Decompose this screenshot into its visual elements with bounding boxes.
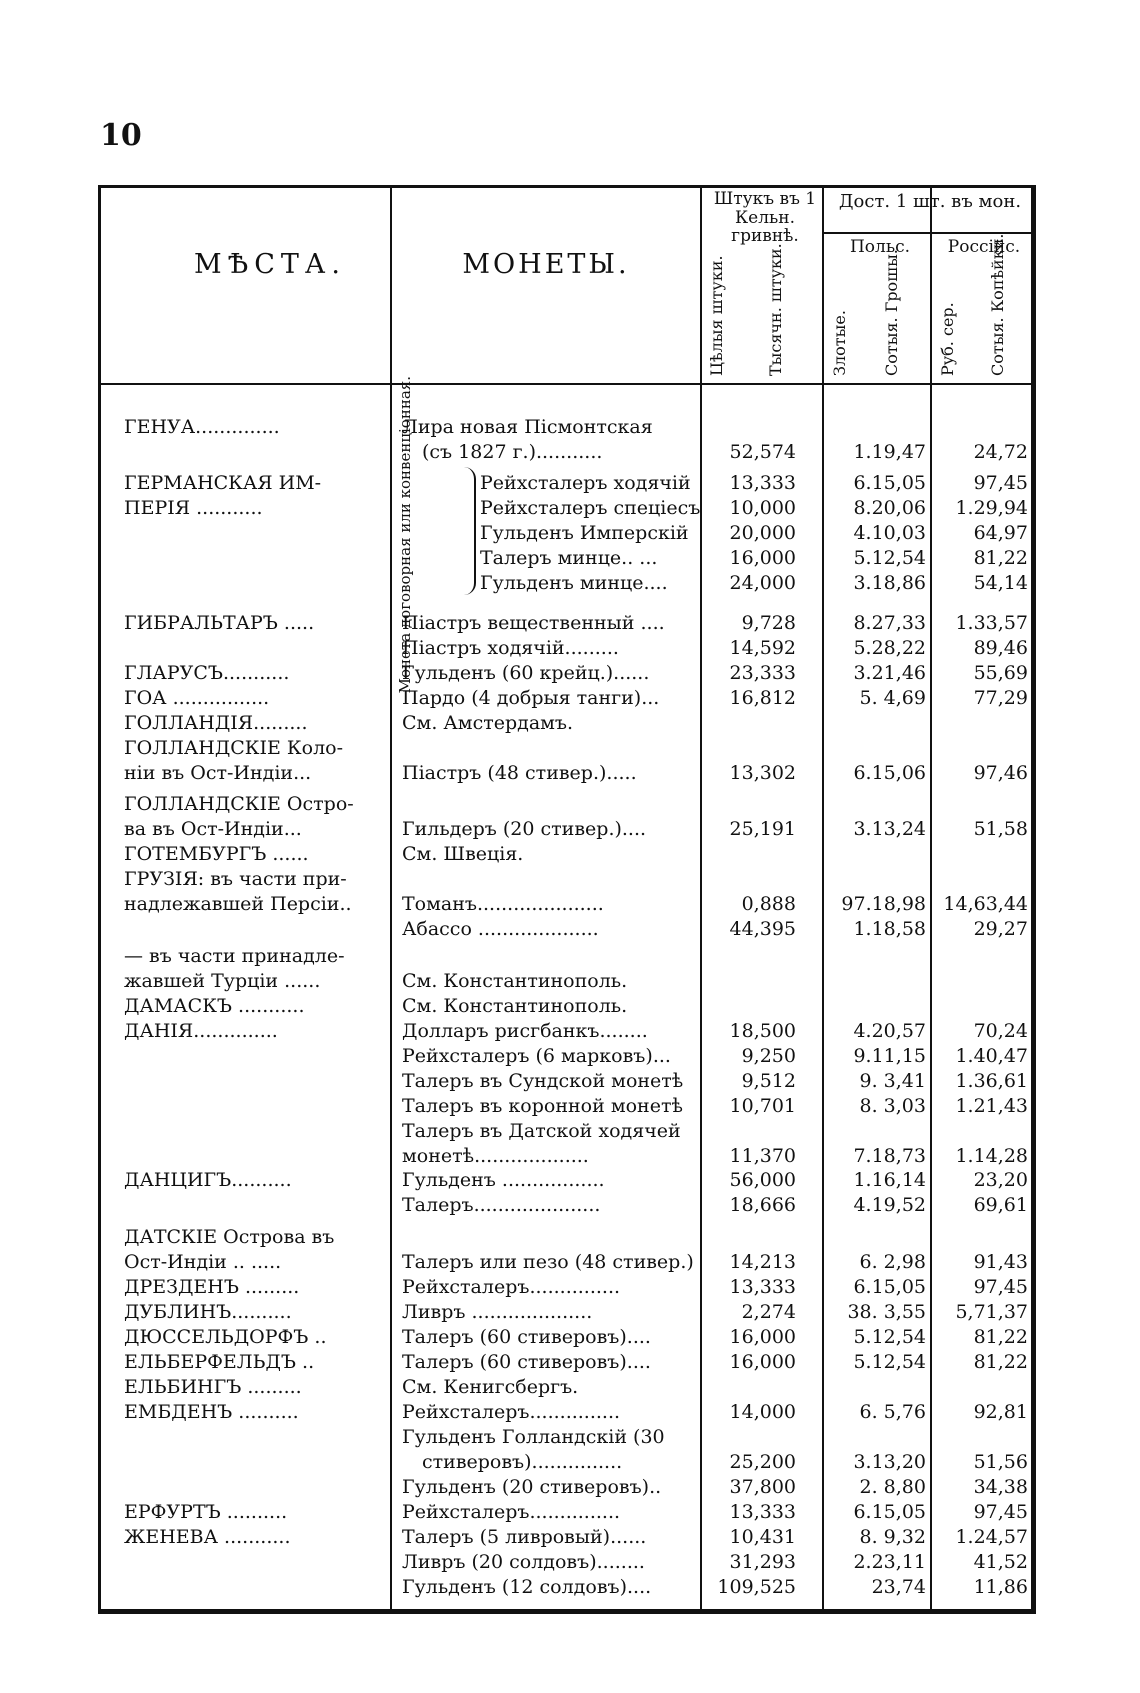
polish-value-cell: 7.18,73 (853, 1145, 926, 1167)
place-cell: ГОТЕМБУРГЪ ...... (124, 843, 309, 865)
pieces-cell: 20,000 (729, 522, 796, 544)
place-cell: ДУБЛИНЪ.......... (124, 1301, 292, 1323)
pieces-cell: 23,333 (729, 662, 796, 684)
russian-value-cell: 1.29,94 (955, 497, 1028, 519)
header-col-rus-rubles: Руб. сер. (938, 302, 957, 376)
header-bottom-rule (98, 383, 1034, 385)
table-row (0, 1193, 1140, 1217)
place-cell: ГОА ................ (124, 687, 270, 709)
pieces-cell: 24,000 (729, 572, 796, 594)
table-row (0, 636, 1140, 660)
polish-value-cell: 3.13,20 (853, 1451, 926, 1473)
curly-brace-icon (462, 467, 476, 595)
coin-cell: Талеръ въ Сундской монетѣ (402, 1070, 684, 1092)
coin-cell: Рейхсталеръ............... (402, 1501, 621, 1523)
place-cell: ЕМБДЕНЪ .......... (124, 1401, 299, 1423)
polish-value-cell: 1.16,14 (853, 1169, 926, 1191)
russian-value-cell: 1.36,61 (955, 1070, 1028, 1092)
pieces-cell: 16,000 (729, 1326, 796, 1348)
polish-value-cell: 6.15,05 (853, 472, 926, 494)
coin-cell: Гульденъ (20 стиверовъ).. (402, 1476, 662, 1498)
polish-value-cell: 6.15,06 (853, 762, 926, 784)
place-cell: ПЕРІЯ ........... (124, 497, 263, 519)
russian-value-cell: 1.24,57 (955, 1526, 1028, 1548)
place-cell: ніи въ Ост-Индіи... (124, 762, 312, 784)
pieces-cell: 14,000 (729, 1401, 796, 1423)
table-row (0, 1069, 1140, 1093)
russian-value-cell: 81,22 (973, 1326, 1028, 1348)
pieces-cell: 10,431 (729, 1526, 796, 1548)
pieces-cell: 10,701 (729, 1095, 796, 1117)
coin-cell: стиверовъ)............... (422, 1451, 623, 1473)
coin-cell: монетѣ................... (402, 1145, 589, 1167)
table-row (0, 994, 1140, 1018)
table-row (0, 546, 1140, 570)
coin-cell: См. Константинополь. (402, 995, 628, 1017)
coin-cell: Ливръ (20 солдовъ)........ (402, 1551, 645, 1573)
coin-cell: Рейхсталеръ ходячій (480, 472, 691, 494)
russian-value-cell: 11,86 (973, 1576, 1028, 1598)
coin-cell: Гульденъ минце.... (480, 572, 668, 594)
polish-value-cell: 38. 3,55 (847, 1301, 926, 1323)
russian-value-cell: 24,72 (973, 441, 1028, 463)
pieces-cell: 25,200 (729, 1451, 796, 1473)
table-row (0, 1225, 1140, 1249)
coin-cell: Талеръ..................... (402, 1194, 601, 1216)
polish-value-cell: 4.19,52 (853, 1194, 926, 1216)
pieces-cell: 9,250 (741, 1045, 796, 1067)
russian-value-cell: 29,27 (973, 918, 1028, 940)
table-row (0, 1525, 1140, 1549)
place-cell: ЕЛЬБИНГЪ ......... (124, 1376, 302, 1398)
bracket-label-text: Монета договорная или конвенціонная. (396, 376, 414, 694)
pieces-cell: 44,395 (729, 918, 796, 940)
polish-value-cell: 9. 3,41 (859, 1070, 926, 1092)
coin-cell: Гульденъ ................. (402, 1169, 605, 1191)
polish-value-cell: 6. 2,98 (859, 1251, 926, 1273)
polish-value-cell: 6.15,05 (853, 1501, 926, 1523)
table-row (0, 661, 1140, 685)
coin-cell: Пардо (4 добрыя танги)... (402, 687, 660, 709)
header-value-per-piece: Дост. 1 шт. въ мон. (838, 191, 1022, 212)
place-cell: жавшей Турціи ...... (124, 970, 321, 992)
coin-cell: Піастръ (48 стивер.)..... (402, 762, 637, 784)
table-row (0, 944, 1140, 968)
pieces-cell: 18,500 (729, 1020, 796, 1042)
pieces-cell: 18,666 (729, 1194, 796, 1216)
table-row (0, 1350, 1140, 1374)
polish-value-cell: 4.20,57 (853, 1020, 926, 1042)
place-cell: ГРУЗІЯ: въ части при- (124, 868, 347, 890)
polish-value-cell: 8.20,06 (853, 497, 926, 519)
coin-cell: Талеръ (60 стиверовъ).... (402, 1351, 651, 1373)
coin-cell: См. Амстердамъ. (402, 712, 574, 734)
coin-cell: Талеръ въ Датской ходячей (402, 1120, 681, 1142)
table-row (0, 415, 1140, 439)
pieces-cell: 56,000 (729, 1169, 796, 1191)
coin-cell: Абассо .................... (402, 918, 599, 940)
place-cell: ГОЛЛАНДСКІЕ Коло- (124, 737, 344, 759)
coin-cell: Талеръ минце.. ... (480, 547, 658, 569)
coin-cell: (съ 1827 г.)........... (422, 441, 603, 463)
polish-value-cell: 23,74 (871, 1576, 926, 1598)
coin-cell: Гульденъ (60 крейц.)...... (402, 662, 650, 684)
header-col-whole: Цѣлыя штуки. (707, 255, 726, 376)
coin-cell: Рейхсталеръ спеціесъ (480, 497, 701, 519)
polish-value-cell: 3.21,46 (853, 662, 926, 684)
table-row (0, 1094, 1140, 1118)
table-row (0, 1575, 1140, 1599)
polish-value-cell: 5.28,22 (853, 637, 926, 659)
header-col-thousandths: Тысячн. штуки. (766, 243, 785, 376)
table-row (0, 1550, 1140, 1574)
polish-value-cell: 2. 8,80 (859, 1476, 926, 1498)
table-row (0, 440, 1140, 464)
russian-value-cell: 1.33,57 (955, 612, 1028, 634)
pieces-cell: 25,191 (729, 818, 796, 840)
polish-value-cell: 5. 4,69 (859, 687, 926, 709)
russian-value-cell: 54,14 (973, 572, 1028, 594)
table-row (0, 1325, 1140, 1349)
polish-value-cell: 1.18,58 (853, 918, 926, 940)
page-number: 10 (100, 118, 142, 153)
polish-value-cell: 1.19,47 (853, 441, 926, 463)
russian-value-cell: 91,43 (973, 1251, 1028, 1273)
russian-value-cell: 64,97 (973, 522, 1028, 544)
table-row (0, 969, 1140, 993)
table-row (0, 611, 1140, 635)
russian-value-cell: 41,52 (973, 1551, 1028, 1573)
table-row (0, 1144, 1140, 1168)
place-cell: ДАНІЯ.............. (124, 1020, 278, 1042)
russian-value-cell: 14,63,44 (943, 893, 1028, 915)
table-row (0, 917, 1140, 941)
coin-cell: См. Швеція. (402, 843, 524, 865)
coin-cell: Гильдеръ (20 стивер.).... (402, 818, 647, 840)
place-cell: ГОЛЛАНДІЯ......... (124, 712, 308, 734)
table-row (0, 1400, 1140, 1424)
header-col-polish-hundredths: Сотыя. Грошы. (882, 249, 901, 376)
russian-value-cell: 23,20 (973, 1169, 1028, 1191)
place-cell: ДЮССЕЛЬДОРФЪ .. (124, 1326, 327, 1348)
pieces-cell: 11,370 (729, 1145, 796, 1167)
polish-value-cell: 6.15,05 (853, 1276, 926, 1298)
russian-value-cell: 69,61 (973, 1194, 1028, 1216)
table-row (0, 1300, 1140, 1324)
place-cell: ГЕРМАНСКАЯ ИМ- (124, 472, 322, 494)
coin-cell: См. Константинополь. (402, 970, 628, 992)
table-row (0, 1375, 1140, 1399)
polish-value-cell: 97.18,98 (841, 893, 926, 915)
russian-value-cell: 1.14,28 (955, 1145, 1028, 1167)
coin-cell: Рейхсталеръ (6 марковъ)... (402, 1045, 671, 1067)
polish-value-cell: 5.12,54 (853, 1351, 926, 1373)
pieces-cell: 37,800 (729, 1476, 796, 1498)
pieces-cell: 9,512 (741, 1070, 796, 1092)
coin-cell: См. Кенигсбергъ. (402, 1376, 579, 1398)
pieces-cell: 52,574 (729, 441, 796, 463)
table-row (0, 1119, 1140, 1143)
polish-value-cell: 8.27,33 (853, 612, 926, 634)
russian-value-cell: 1.40,47 (955, 1045, 1028, 1067)
pieces-cell: 2,274 (741, 1301, 796, 1323)
place-cell: ГОЛЛАНДСКІЕ Остро- (124, 793, 354, 815)
polish-value-cell: 3.18,86 (853, 572, 926, 594)
polish-value-cell: 8. 9,32 (859, 1526, 926, 1548)
table-row (0, 686, 1140, 710)
place-cell: ЕЛЬБЕРФЕЛЬДЪ .. (124, 1351, 315, 1373)
bracket-label (396, 376, 414, 694)
header-col-polish-zloty: Злотые. (830, 310, 849, 376)
coin-cell: Рейхсталеръ............... (402, 1401, 621, 1423)
table-row (0, 867, 1140, 891)
place-cell: ва въ Ост-Индіи... (124, 818, 302, 840)
russian-value-cell: 97,45 (973, 1501, 1028, 1523)
coin-cell: Талеръ или пезо (48 стивер.) (402, 1251, 694, 1273)
table-row (0, 792, 1140, 816)
coin-cell: Гульденъ Голландскій (30 (402, 1426, 665, 1448)
russian-value-cell: 1.21,43 (955, 1095, 1028, 1117)
russian-value-cell: 70,24 (973, 1020, 1028, 1042)
table-row (0, 892, 1140, 916)
polish-value-cell: 8. 3,03 (859, 1095, 926, 1117)
coin-cell: Талеръ (5 ливровый)...... (402, 1526, 647, 1548)
place-cell: ДАНЦИГЪ.......... (124, 1169, 292, 1191)
russian-value-cell: 77,29 (973, 687, 1028, 709)
table-row (0, 1425, 1140, 1449)
pieces-cell: 0,888 (741, 893, 796, 915)
pieces-cell: 16,000 (729, 1351, 796, 1373)
pieces-cell: 31,293 (729, 1551, 796, 1573)
pieces-cell: 9,728 (741, 612, 796, 634)
russian-value-cell: 5,71,37 (955, 1301, 1028, 1323)
pieces-cell: 14,592 (729, 637, 796, 659)
coin-cell: Талеръ въ коронной монетѣ (402, 1095, 683, 1117)
table-row (0, 1275, 1140, 1299)
pieces-cell: 13,333 (729, 1276, 796, 1298)
header-russian: Россійс. (947, 237, 1021, 257)
coin-cell: Гульденъ (12 солдовъ).... (402, 1576, 652, 1598)
table-row (0, 1019, 1140, 1043)
coin-cell: Гульденъ Имперскій (480, 522, 689, 544)
header-coins: МОНЕТЫ. (462, 249, 630, 280)
header-places: МѢСТА. (194, 249, 346, 280)
coin-cell: Лира новая Пісмонтская (402, 416, 653, 438)
table-row (0, 842, 1140, 866)
polish-value-cell: 6. 5,76 (859, 1401, 926, 1423)
coin-cell: Рейхсталеръ............... (402, 1276, 621, 1298)
russian-value-cell: 34,38 (973, 1476, 1028, 1498)
table-row (0, 736, 1140, 760)
table-row (0, 496, 1140, 520)
russian-value-cell: 51,56 (973, 1451, 1028, 1473)
polish-value-cell: 3.13,24 (853, 818, 926, 840)
russian-value-cell: 81,22 (973, 547, 1028, 569)
coin-cell: Томанъ..................... (402, 893, 604, 915)
russian-value-cell: 81,22 (973, 1351, 1028, 1373)
table-row (0, 1044, 1140, 1068)
table-row (0, 1500, 1140, 1524)
table-row (0, 817, 1140, 841)
table-row (0, 471, 1140, 495)
russian-value-cell: 97,46 (973, 762, 1028, 784)
table-row (0, 521, 1140, 545)
header-polish: Польс. (849, 237, 911, 257)
russian-value-cell: 55,69 (973, 662, 1028, 684)
pieces-cell: 13,333 (729, 472, 796, 494)
russian-value-cell: 89,46 (973, 637, 1028, 659)
russian-value-cell: 51,58 (973, 818, 1028, 840)
table-row (0, 571, 1140, 595)
russian-value-cell: 92,81 (973, 1401, 1028, 1423)
table-row (0, 1475, 1140, 1499)
table-row (0, 711, 1140, 735)
table-row (0, 1250, 1140, 1274)
russian-value-cell: 97,45 (973, 1276, 1028, 1298)
pieces-cell: 14,213 (729, 1251, 796, 1273)
header-pieces-per-mark: Штукъ въ 1 Кельн. гривнѣ. (713, 189, 817, 247)
coin-cell: Ливръ .................... (402, 1301, 593, 1323)
pieces-cell: 109,525 (717, 1576, 796, 1598)
pieces-cell: 10,000 (729, 497, 796, 519)
coin-cell: Талеръ (60 стиверовъ).... (402, 1326, 651, 1348)
russian-value-cell: 97,45 (973, 472, 1028, 494)
place-cell: — въ части принадле- (124, 945, 345, 967)
place-cell: ГЕНУА.............. (124, 416, 280, 438)
place-cell: ГЛАРУСЪ........... (124, 662, 290, 684)
polish-value-cell: 9.11,15 (853, 1045, 926, 1067)
coin-cell: Пiастръ ходячій......... (402, 637, 619, 659)
header-col-rus-hundredths: Сотыя. Копѣйки. (988, 233, 1007, 376)
place-cell: ЕРФУРТЪ .......... (124, 1501, 288, 1523)
pieces-cell: 16,000 (729, 547, 796, 569)
polish-value-cell: 2.23,11 (853, 1551, 926, 1573)
pieces-cell: 16,812 (729, 687, 796, 709)
place-cell: ГИБРАЛЬТАРЪ ..... (124, 612, 315, 634)
coin-cell: Пiастръ вещественный .... (402, 612, 665, 634)
place-cell: ДАМАСКЪ ........... (124, 995, 305, 1017)
place-cell: Ост-Индіи .. ..... (124, 1251, 282, 1273)
polish-value-cell: 5.12,54 (853, 547, 926, 569)
polish-value-cell: 5.12,54 (853, 1326, 926, 1348)
pieces-cell: 13,333 (729, 1501, 796, 1523)
table-row (0, 761, 1140, 785)
polish-value-cell: 4.10,03 (853, 522, 926, 544)
table-row (0, 1450, 1140, 1474)
pieces-cell: 13,302 (729, 762, 796, 784)
coin-cell: Долларъ рисгбанкъ........ (402, 1020, 648, 1042)
place-cell: ДРЕЗДЕНЪ ......... (124, 1276, 300, 1298)
place-cell: ЖЕНЕВА ........... (124, 1526, 291, 1548)
place-cell: ДАТСКІЕ Острова въ (124, 1226, 335, 1248)
place-cell: надлежавшей Персіи.. (124, 893, 352, 915)
table-row (0, 1168, 1140, 1192)
